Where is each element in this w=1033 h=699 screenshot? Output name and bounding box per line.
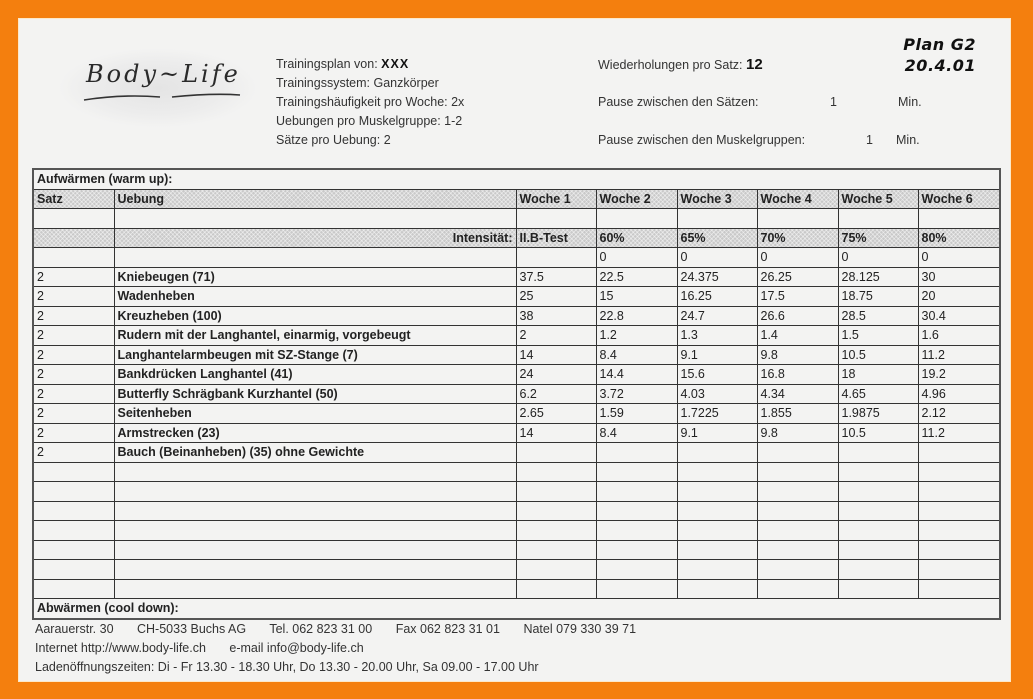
footer-address: Aarauerstr. 30 bbox=[35, 622, 114, 636]
week-1-value: 14 bbox=[516, 423, 596, 443]
header-row bbox=[33, 189, 1000, 209]
exercise-name: Langhantelarmbeugen mit SZ-Stange (7) bbox=[114, 345, 516, 365]
week-3-value: 16.25 bbox=[677, 287, 757, 307]
intensity-week-4: 70% bbox=[757, 228, 838, 248]
reps-label: Wiederholungen pro Satz: bbox=[598, 58, 743, 72]
cell bbox=[757, 540, 838, 560]
cell bbox=[838, 209, 918, 229]
week-6-value: 30 bbox=[918, 267, 1000, 287]
exercise-row bbox=[33, 267, 1000, 287]
training-system: Trainingssystem: Ganzkörper bbox=[276, 76, 439, 90]
pause-groups-unit: Min. bbox=[896, 133, 920, 147]
cell bbox=[114, 501, 516, 521]
cell bbox=[838, 540, 918, 560]
exercise-row bbox=[33, 287, 1000, 307]
cell bbox=[516, 501, 596, 521]
satz-cell: 2 bbox=[33, 443, 114, 463]
week-4-value: 1.855 bbox=[757, 404, 838, 424]
week-6-value: 1.6 bbox=[918, 326, 1000, 346]
pause-groups-label: Pause zwischen den Muskelgruppen: bbox=[598, 133, 806, 147]
week-4-value bbox=[757, 443, 838, 463]
cell bbox=[596, 579, 677, 599]
exercise-name: Butterfly Schrägbank Kurzhantel (50) bbox=[114, 384, 516, 404]
week-2-value: 1.59 bbox=[596, 404, 677, 424]
week-3-value: 1.3 bbox=[677, 326, 757, 346]
week-4-value: 9.8 bbox=[757, 345, 838, 365]
exercise-name: Rudern mit der Langhantel, einarmig, vorgebeugt bbox=[114, 326, 516, 346]
cell bbox=[33, 462, 114, 482]
cell bbox=[677, 462, 757, 482]
intensity-week-6: 80% bbox=[918, 228, 1000, 248]
cell bbox=[918, 560, 1000, 580]
logo-text: Body~Life bbox=[86, 60, 241, 88]
intensity-week-5: 75% bbox=[838, 228, 918, 248]
satz-cell: 2 bbox=[33, 306, 114, 326]
cell bbox=[114, 209, 516, 229]
sets-per-exercise: Sätze pro Uebung: 2 bbox=[276, 133, 391, 147]
exercise-row bbox=[33, 365, 1000, 385]
exercise-name: Wadenheben bbox=[114, 287, 516, 307]
cell bbox=[33, 482, 114, 502]
week-2-value: 22.8 bbox=[596, 306, 677, 326]
exercise-name: Bauch (Beinanheben) (35) ohne Gewichte bbox=[114, 443, 516, 463]
spacer-row bbox=[33, 209, 1000, 229]
exercise-name: Kniebeugen (71) bbox=[114, 267, 516, 287]
week-4-value: 4.34 bbox=[757, 384, 838, 404]
exercise-name: Kreuzheben (100) bbox=[114, 306, 516, 326]
cell bbox=[757, 209, 838, 229]
week-6-value: 19.2 bbox=[918, 365, 1000, 385]
week-5-value: 28.125 bbox=[838, 267, 918, 287]
exercise-row bbox=[33, 443, 1000, 463]
satz-cell: 2 bbox=[33, 287, 114, 307]
pause-sets-unit: Min. bbox=[898, 95, 922, 109]
empty-row bbox=[33, 579, 1000, 599]
week-3-value: 9.1 bbox=[677, 345, 757, 365]
exercise-row bbox=[33, 306, 1000, 326]
cell bbox=[838, 521, 918, 541]
cell bbox=[33, 560, 114, 580]
pause-groups-value: 1 bbox=[866, 133, 873, 147]
footer-tel: Tel. 062 823 31 00 bbox=[269, 622, 373, 636]
cell bbox=[677, 521, 757, 541]
cell bbox=[596, 462, 677, 482]
cell bbox=[114, 560, 516, 580]
satz-cell: 2 bbox=[33, 345, 114, 365]
plan-for-value: XXX bbox=[381, 57, 410, 71]
header-uebung: Uebung bbox=[114, 189, 516, 209]
cell bbox=[677, 209, 757, 229]
cell bbox=[918, 501, 1000, 521]
plan-date: 20.4.01 bbox=[904, 56, 976, 75]
week-2-value: 8.4 bbox=[596, 423, 677, 443]
empty-row bbox=[33, 482, 1000, 502]
satz-cell: 2 bbox=[33, 365, 114, 385]
cell bbox=[33, 540, 114, 560]
zero-row bbox=[33, 248, 1000, 268]
satz-cell: 2 bbox=[33, 423, 114, 443]
zero-week-2: 0 bbox=[596, 248, 677, 268]
week-3-value bbox=[677, 443, 757, 463]
cell bbox=[33, 579, 114, 599]
week-5-value: 4.65 bbox=[838, 384, 918, 404]
header-satz: Satz bbox=[33, 189, 114, 209]
cell bbox=[516, 560, 596, 580]
training-table bbox=[32, 168, 1001, 620]
cell bbox=[596, 209, 677, 229]
empty-row bbox=[33, 462, 1000, 482]
cooldown-row bbox=[33, 599, 1000, 619]
week-1-value: 2 bbox=[516, 326, 596, 346]
cell bbox=[33, 521, 114, 541]
cell bbox=[33, 501, 114, 521]
week-5-value: 10.5 bbox=[838, 423, 918, 443]
cell bbox=[114, 248, 516, 268]
logo-swoosh-icon bbox=[82, 92, 242, 102]
exercise-row bbox=[33, 423, 1000, 443]
week-4-value: 26.25 bbox=[757, 267, 838, 287]
empty-row bbox=[33, 521, 1000, 541]
week-6-value: 2.12 bbox=[918, 404, 1000, 424]
week-3-value: 4.03 bbox=[677, 384, 757, 404]
cell bbox=[918, 482, 1000, 502]
cell bbox=[757, 579, 838, 599]
cell bbox=[757, 482, 838, 502]
header-week-4: Woche 4 bbox=[757, 189, 838, 209]
footer-city: CH-5033 Buchs AG bbox=[137, 622, 247, 636]
zero-week-1 bbox=[516, 248, 596, 268]
cell bbox=[838, 482, 918, 502]
cell bbox=[33, 209, 114, 229]
cell bbox=[114, 579, 516, 599]
reps-value: 12 bbox=[746, 56, 763, 73]
week-3-value: 1.7225 bbox=[677, 404, 757, 424]
cell bbox=[838, 560, 918, 580]
week-4-value: 26.6 bbox=[757, 306, 838, 326]
cell bbox=[677, 482, 757, 502]
week-5-value: 18 bbox=[838, 365, 918, 385]
intensity-week-1: II.B-Test bbox=[516, 228, 596, 248]
training-frequency: Trainingshäufigkeit pro Woche: 2x bbox=[276, 95, 465, 109]
cell bbox=[114, 521, 516, 541]
empty-row bbox=[33, 540, 1000, 560]
cell bbox=[757, 521, 838, 541]
exercise-name: Armstrecken (23) bbox=[114, 423, 516, 443]
week-4-value: 17.5 bbox=[757, 287, 838, 307]
week-1-value: 24 bbox=[516, 365, 596, 385]
week-2-value: 8.4 bbox=[596, 345, 677, 365]
body-life-logo bbox=[58, 48, 258, 128]
week-3-value: 24.7 bbox=[677, 306, 757, 326]
cell bbox=[516, 482, 596, 502]
week-4-value: 9.8 bbox=[757, 423, 838, 443]
cell bbox=[677, 560, 757, 580]
footer-internet-link[interactable]: Internet http://www.body-life.ch bbox=[35, 641, 206, 655]
exercise-row bbox=[33, 326, 1000, 346]
cell bbox=[677, 579, 757, 599]
week-1-value: 38 bbox=[516, 306, 596, 326]
week-5-value: 10.5 bbox=[838, 345, 918, 365]
cell bbox=[918, 540, 1000, 560]
plan-info-left bbox=[276, 55, 464, 150]
week-2-value bbox=[596, 443, 677, 463]
cell bbox=[516, 521, 596, 541]
cell bbox=[757, 501, 838, 521]
satz-cell: 2 bbox=[33, 404, 114, 424]
cell bbox=[838, 462, 918, 482]
cell bbox=[918, 462, 1000, 482]
header-week-1: Woche 1 bbox=[516, 189, 596, 209]
header-week-6: Woche 6 bbox=[918, 189, 1000, 209]
cell bbox=[918, 521, 1000, 541]
cell bbox=[838, 501, 918, 521]
cell bbox=[33, 228, 114, 248]
cell bbox=[596, 482, 677, 502]
week-1-value: 37.5 bbox=[516, 267, 596, 287]
warmup-row bbox=[33, 169, 1000, 189]
header-week-5: Woche 5 bbox=[838, 189, 918, 209]
footer-natel: Natel 079 330 39 71 bbox=[523, 622, 637, 636]
zero-week-6: 0 bbox=[918, 248, 1000, 268]
cell bbox=[918, 209, 1000, 229]
week-5-value bbox=[838, 443, 918, 463]
cell bbox=[516, 540, 596, 560]
cell bbox=[677, 501, 757, 521]
intensity-label: Intensität: bbox=[114, 228, 516, 248]
week-4-value: 1.4 bbox=[757, 326, 838, 346]
exercises-per-group: Uebungen pro Muskelgruppe: 1-2 bbox=[276, 114, 463, 128]
cell bbox=[516, 462, 596, 482]
footer-fax: Fax 062 823 31 01 bbox=[395, 622, 500, 636]
week-5-value: 1.9875 bbox=[838, 404, 918, 424]
week-1-value: 2.65 bbox=[516, 404, 596, 424]
footer-contact bbox=[35, 620, 656, 677]
cell bbox=[596, 540, 677, 560]
intensity-row bbox=[33, 228, 1000, 248]
exercise-name: Bankdrücken Langhantel (41) bbox=[114, 365, 516, 385]
cell bbox=[918, 579, 1000, 599]
week-5-value: 18.75 bbox=[838, 287, 918, 307]
cell bbox=[114, 540, 516, 560]
cell bbox=[757, 462, 838, 482]
cell bbox=[677, 540, 757, 560]
cell bbox=[596, 501, 677, 521]
empty-row bbox=[33, 501, 1000, 521]
header-week-3: Woche 3 bbox=[677, 189, 757, 209]
week-1-value bbox=[516, 443, 596, 463]
pause-sets-value: 1 bbox=[830, 95, 837, 109]
week-1-value: 6.2 bbox=[516, 384, 596, 404]
cell bbox=[757, 560, 838, 580]
week-1-value: 14 bbox=[516, 345, 596, 365]
week-5-value: 28.5 bbox=[838, 306, 918, 326]
cell bbox=[596, 560, 677, 580]
week-5-value: 1.5 bbox=[838, 326, 918, 346]
week-1-value: 25 bbox=[516, 287, 596, 307]
week-6-value: 11.2 bbox=[918, 423, 1000, 443]
empty-row bbox=[33, 560, 1000, 580]
week-2-value: 22.5 bbox=[596, 267, 677, 287]
exercise-row bbox=[33, 345, 1000, 365]
footer-opening-hours: Ladenöffnungszeiten: Di - Fr 13.30 - 18.30 Uhr, Do 13.30 - 20.00 Uhr, Sa 09.00 - 17.00 Uhr bbox=[35, 660, 539, 674]
week-6-value bbox=[918, 443, 1000, 463]
week-2-value: 14.4 bbox=[596, 365, 677, 385]
footer-email-link[interactable]: e-mail info@body-life.ch bbox=[229, 641, 364, 655]
week-2-value: 15 bbox=[596, 287, 677, 307]
week-4-value: 16.8 bbox=[757, 365, 838, 385]
cell bbox=[114, 462, 516, 482]
cell bbox=[516, 579, 596, 599]
week-6-value: 30.4 bbox=[918, 306, 1000, 326]
cell bbox=[114, 482, 516, 502]
week-2-value: 1.2 bbox=[596, 326, 677, 346]
week-6-value: 4.96 bbox=[918, 384, 1000, 404]
exercise-row bbox=[33, 404, 1000, 424]
week-2-value: 3.72 bbox=[596, 384, 677, 404]
week-6-value: 11.2 bbox=[918, 345, 1000, 365]
week-3-value: 9.1 bbox=[677, 423, 757, 443]
exercise-name: Seitenheben bbox=[114, 404, 516, 424]
week-3-value: 15.6 bbox=[677, 365, 757, 385]
header-week-2: Woche 2 bbox=[596, 189, 677, 209]
plan-for-label: Trainingsplan von: bbox=[276, 57, 378, 71]
plan-id: Plan G2 bbox=[903, 35, 976, 54]
exercise-row bbox=[33, 384, 1000, 404]
cell bbox=[596, 521, 677, 541]
week-6-value: 20 bbox=[918, 287, 1000, 307]
pause-sets-label: Pause zwischen den Sätzen: bbox=[598, 95, 759, 109]
satz-cell: 2 bbox=[33, 384, 114, 404]
zero-week-3: 0 bbox=[677, 248, 757, 268]
zero-week-5: 0 bbox=[838, 248, 918, 268]
plan-stamp bbox=[866, 34, 976, 76]
intensity-week-3: 65% bbox=[677, 228, 757, 248]
week-3-value: 24.375 bbox=[677, 267, 757, 287]
cooldown-label: Abwärmen (cool down): bbox=[33, 599, 1000, 619]
satz-cell: 2 bbox=[33, 326, 114, 346]
warmup-label: Aufwärmen (warm up): bbox=[33, 169, 1000, 189]
cell bbox=[516, 209, 596, 229]
zero-week-4: 0 bbox=[757, 248, 838, 268]
training-plan-page bbox=[18, 18, 1011, 682]
cell bbox=[838, 579, 918, 599]
satz-cell: 2 bbox=[33, 267, 114, 287]
cell bbox=[33, 248, 114, 268]
intensity-week-2: 60% bbox=[596, 228, 677, 248]
